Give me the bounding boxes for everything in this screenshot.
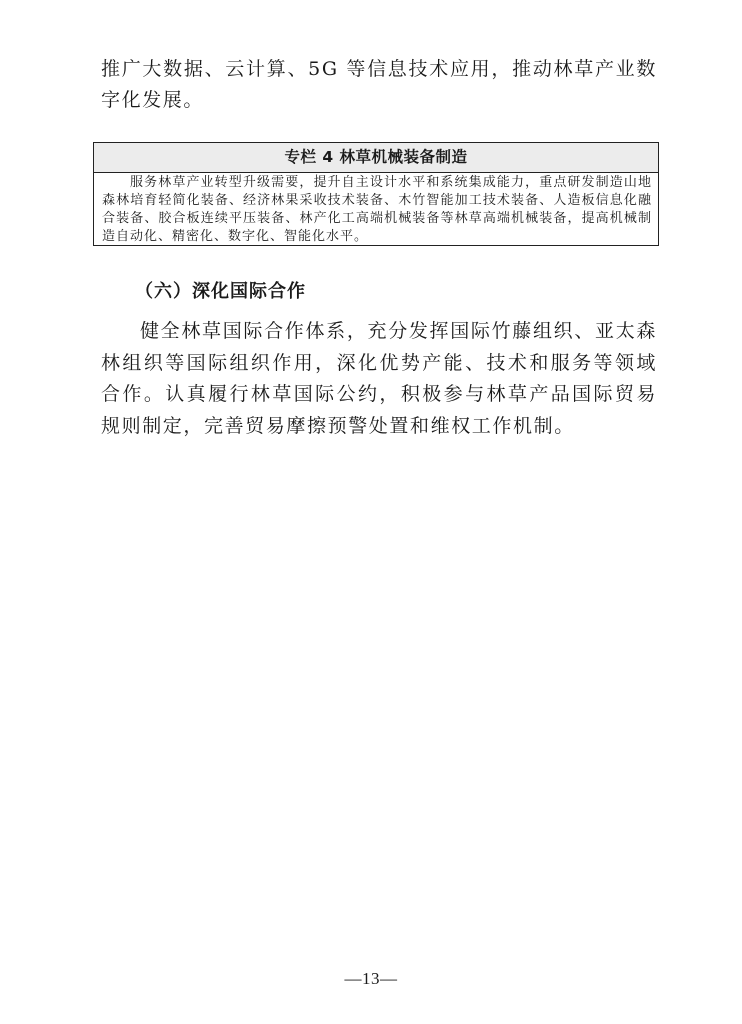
column-box-title: 专栏 4 林草机械装备制造: [94, 143, 658, 173]
body-paragraph-top: 推广大数据、云计算、5G 等信息技术应用，推动林草产业数字化发展。: [101, 58, 657, 111]
column-box: [93, 142, 659, 246]
column-box-body: 服务林草产业转型升级需要，提升自主设计水平和系统集成能力，重点研发制造山地森林培育轻简化装备、经济林果采收技术装备、木竹智能加工技术装备、人造板信息化融合装备、胶合板连续平压装备、林产化工高端机械装备等林草高端机械装备，提高机械制造自动化、精密化、数字化、智能化水平。: [102, 175, 652, 244]
page-number: —13—: [344, 969, 398, 988]
section-paragraph: 健全林草国际合作体系，充分发挥国际竹藤组织、亚太森林组织等国际组织作用，深化优势产能、技术和服务等领域合作。认真履行林草国际公约，积极参与林草产品国际贸易规则制定，完善贸易摩擦预警处置和维权工作机制。: [101, 320, 657, 437]
section-heading: （六）深化国际合作: [135, 281, 306, 302]
